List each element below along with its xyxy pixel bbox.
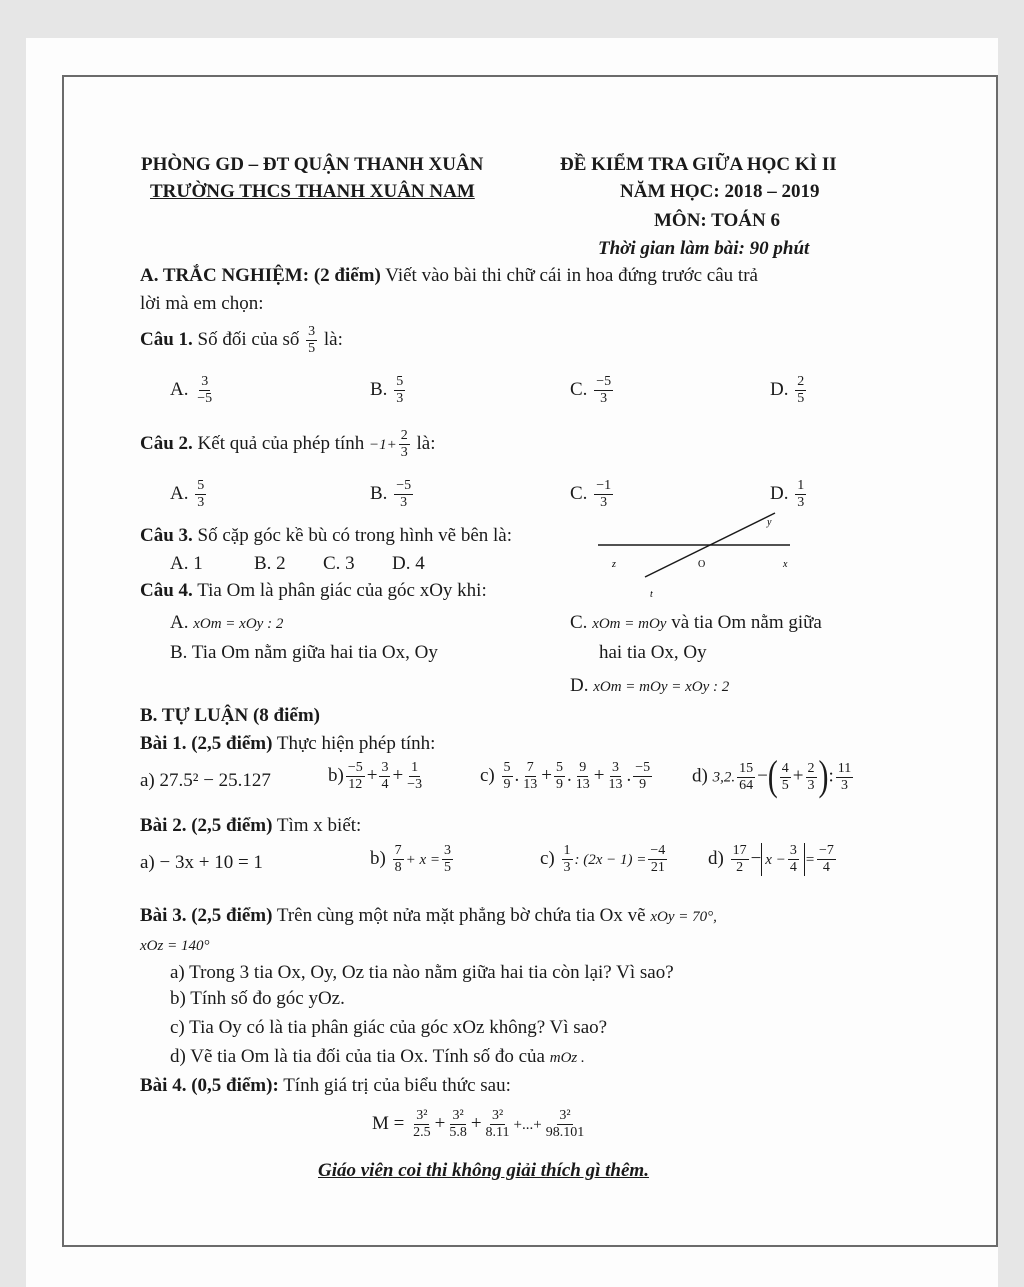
q1-option-a[interactable]: A. $\frac{3}{-5}$	[170, 374, 213, 406]
exercise-1a: a) 27.5² − 25.127	[140, 770, 271, 791]
exercise-3c: c) Tia Oy có là tia phân giác của góc xOz không? Vì sao?	[170, 1017, 608, 1038]
question-2-expression: −1+	[369, 436, 397, 453]
q2-option-b[interactable]: B. $\frac{-5}{3}$	[370, 478, 412, 510]
q3-option-d[interactable]: D. 4	[392, 553, 425, 574]
q4-option-a[interactable]: A. xOm = xOy : 2	[170, 612, 284, 633]
q2-option-c[interactable]: C. $\frac{-1}{3}$	[570, 478, 612, 510]
exercise-1-label: Bài 1. (2,5 điểm)	[140, 733, 273, 754]
footer-note: Giáo viên coi thi không giải thích gì thêm.	[318, 1160, 649, 1181]
section-a-title: A. TRẮC NGHIỆM: (2 điểm)	[140, 265, 381, 286]
label-t: t	[650, 589, 653, 600]
q3-option-b[interactable]: B. 2	[254, 553, 286, 574]
exercise-4-label: Bài 4. (0,5 điểm):	[140, 1075, 279, 1096]
exercise-3-angle-xoy: xOy = 70°,	[650, 909, 717, 925]
school-year: NĂM HỌC: 2018 – 2019	[620, 181, 820, 202]
question-3-label: Câu 3.	[140, 525, 193, 546]
question-1	[140, 324, 343, 357]
label-z: z	[612, 559, 616, 570]
q1-option-b[interactable]: B. $\frac{5}{3}$	[370, 374, 404, 406]
exercise-2	[140, 815, 361, 837]
exercise-4	[140, 1075, 511, 1097]
exercise-2d: d) $\frac{17}{2}$ − x − $\frac{3}{4}$ = $\frac{-7}{4}$	[708, 843, 834, 875]
question-1-label: Câu 1.	[140, 328, 193, 350]
q3-option-a[interactable]: A. 1	[170, 553, 203, 574]
section-a-intro	[140, 265, 758, 287]
subject: MÔN: TOÁN 6	[654, 210, 780, 231]
section-a-instructions-line2: lời mà em chọn:	[140, 293, 264, 314]
exercise-2-label: Bài 2. (2,5 điểm)	[140, 815, 273, 836]
exercise-2c: c) $\frac{1}{3}$ : (2x − 1) = $\frac{-4}{21}$	[540, 843, 666, 875]
label-x: x	[783, 559, 788, 570]
question-4	[140, 580, 487, 602]
question-2-label: Câu 2.	[140, 432, 193, 454]
exercise-3	[140, 905, 717, 927]
exercise-2b: b) $\frac{7}{8}$ + x = $\frac{3}{5}$	[370, 843, 451, 875]
exercise-1d: d) 3,2. $\frac{15}{64}$ −( $\frac{4}{5}$ + $\frac{2}{3}$ ): $\frac{11}{3}$	[692, 753, 852, 800]
question-4-text: Tia Om là phân giác của góc xOy khi:	[192, 580, 487, 601]
q4-option-c-line2: hai tia Ox, Oy	[599, 642, 707, 663]
q2-option-a[interactable]: A. $\frac{5}{3}$	[170, 478, 205, 510]
question-3-text: Số cặp góc kề bù có trong hình vẽ bên là:	[192, 525, 513, 546]
exercise-3a: a) Trong 3 tia Ox, Oy, Oz tia nào nằm giữa hai tia còn lại? Vì sao?	[170, 962, 674, 983]
exercise-3-angle-xoz: xOz = 140°	[140, 938, 210, 954]
section-b-title: B. TỰ LUẬN (8 điểm)	[140, 705, 320, 726]
exercise-4-text: Tính giá trị của biểu thức sau:	[278, 1075, 511, 1096]
question-2-text: Kết quả của phép tính	[192, 432, 365, 454]
question-1-end: là:	[323, 328, 343, 350]
q1-option-c[interactable]: C. $\frac{-5}{3}$	[570, 374, 612, 406]
question-2-end: là:	[416, 432, 436, 454]
q2-option-d[interactable]: D. $\frac{1}{3}$	[770, 478, 805, 510]
exam-title: ĐỀ KIỂM TRA GIỮA HỌC KÌ II	[560, 154, 837, 175]
question-3	[140, 525, 512, 547]
q4-option-b[interactable]: B. Tia Om nằm giữa hai tia Ox, Oy	[170, 642, 438, 663]
section-a-instructions: Viết vào bài thi chữ cái in hoa đứng trước câu trả	[380, 265, 758, 286]
exercise-3-label: Bài 3. (2,5 điểm)	[140, 905, 273, 926]
question-2	[140, 428, 436, 461]
time-limit: Thời gian làm bài: 90 phút	[598, 238, 810, 259]
exercise-1-text: Thực hiện phép tính:	[272, 733, 436, 754]
school-department: PHÒNG GD – ĐT QUẬN THANH XUÂN	[141, 154, 484, 175]
angle-figure	[590, 505, 800, 600]
label-y: y	[767, 517, 772, 528]
label-o: O	[698, 559, 706, 570]
exercise-1c: c) $\frac{5}{9}$ . $\frac{7}{13}$ + $\frac{5}{9}$ . $\frac{9}{13}$ + $\frac{3}{13}$ . $\frac{-5}{9}$	[480, 760, 651, 792]
question-4-label: Câu 4.	[140, 580, 193, 601]
exercise-3b: b) Tính số đo góc yOz.	[170, 988, 345, 1009]
exercise-2a: a) − 3x + 10 = 1	[140, 852, 263, 873]
q1-option-d[interactable]: D. $\frac{2}{5}$	[770, 374, 805, 406]
question-1-fraction: $\frac{3}{5}$	[308, 324, 316, 356]
exercise-1b: b) $\frac{-5}{12}$ + $\frac{3}{4}$ + $\frac{1}{-3}$	[328, 760, 423, 792]
question-1-text: Số đối của số	[192, 328, 300, 350]
q4-option-d[interactable]: D. xOm = mOy = xOy : 2	[570, 675, 730, 696]
q4-option-c[interactable]: C. xOm = mOy và tia Om nằm giữa	[570, 612, 822, 633]
school-name: TRƯỜNG THCS THANH XUÂN NAM	[150, 181, 475, 202]
exercise-1	[140, 733, 435, 755]
exercise-3d: d) Vẽ tia Om là tia đối của tia Ox. Tính số đo của mOz .	[170, 1046, 585, 1067]
q3-option-c[interactable]: C. 3	[323, 553, 355, 574]
exercise-2-text: Tìm x biết:	[272, 815, 362, 836]
exercise-4-expression: M = $\frac{\text{3²}}{2.5}$ + $\frac{\text{3²}}{5.8}$ + $\frac{\text{3²}}{8.11}$ +...+ $\frac{\text{3²}}{98.101}$	[372, 1108, 585, 1140]
question-2-fraction: $\frac{2}{3}$	[400, 428, 408, 460]
exercise-3-text: Trên cùng một nửa mặt phẳng bờ chứa tia Ox vẽ	[272, 905, 646, 926]
